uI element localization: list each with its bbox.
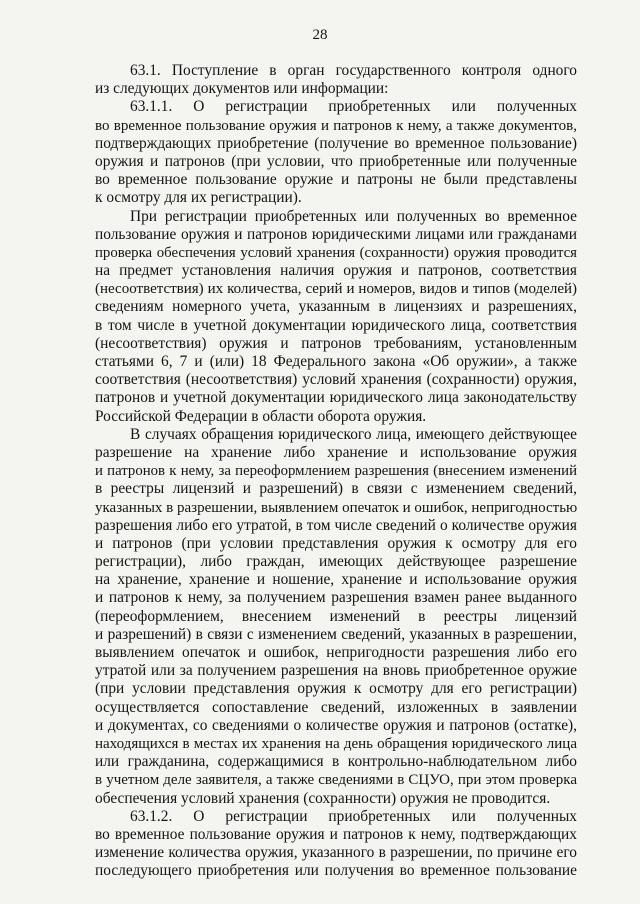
text-line: выявлением опечаток и ошибок, непригодности разрешения либо его	[95, 644, 577, 661]
text-line: во временное пользование оружия и патронов к нему, подтверждающих	[95, 825, 577, 843]
text-line: (переоформлением, внесением изменений в реестры лицензий	[95, 607, 577, 625]
text-line: сведениям номерного учета, указанным в лицензиях и разрешениях,	[95, 298, 577, 316]
text-line: разрешения либо его утратой, в том числе сведений о количестве оружия	[95, 516, 577, 534]
text-line: 63.1. Поступление в орган государственного контроля одного	[130, 62, 577, 79]
text-line: (несоответствия) их количества, серий и номеров, видов и типов (моделей)	[95, 281, 577, 298]
text-line: и патронов к нему, за переоформлением разрешения (внесением изменений	[95, 463, 577, 480]
text-line: оружия и патронов (при условии, что приобретенные или полученные	[95, 152, 577, 170]
text-line: проверка обеспечения условий хранения (сохранности) оружия проводится	[95, 244, 577, 261]
text-line: (при условии представления оружия к осмотру для его регистрации)	[95, 680, 577, 698]
text-line: к осмотру для их регистрации).	[95, 189, 302, 207]
text-line: во временное пользование оружия и патронов к нему, а также документов,	[95, 117, 577, 134]
text-line: в реестры лицензий и разрешений) в связи с изменением сведений,	[95, 480, 577, 498]
text-line: в том числе в учетной документации юридического лица, соответствия	[95, 316, 577, 334]
text-line: последующего приобретения или получения во временное пользование	[95, 862, 577, 880]
text-line: соответствия (несоответствия) условий хранения (сохранности) оружия,	[95, 371, 577, 389]
text-line: 63.1.2. О регистрации приобретенных или полученных	[130, 807, 577, 825]
text-line: в учетном деле заявителя, а также сведениями в СЦУО, при этом проверка	[95, 772, 577, 789]
text-line: (несоответствия) оружия и патронов требованиям, установленным	[95, 334, 577, 352]
text-line: и патронов (при условии представления оружия к осмотру для его	[95, 534, 577, 552]
text-line: статьями 6, 7 и (или) 18 Федерального закона «Об оружии», а также	[95, 353, 577, 370]
text-line: из следующих документов или информации:	[95, 80, 389, 98]
text-line: утратой или за получением разрешения на вновь приобретенное оружие	[95, 662, 577, 680]
text-line: 63.1.1. О регистрации приобретенных или полученных	[130, 98, 577, 116]
document-body	[95, 62, 577, 880]
text-line: указанных в разрешении, выявлением опечаток и ошибок, непригодностью	[95, 499, 578, 516]
text-line: пользование оружия и патронов юридическими лицами или гражданами	[95, 225, 577, 243]
text-line: Российской Федерации в области оборота оружия.	[95, 407, 427, 425]
text-line: и разрешений) в связи с изменением сведений, указанных в разрешении,	[95, 625, 577, 643]
text-line: осуществляется сопоставление сведений, изложенных в заявлении	[95, 698, 577, 716]
text-line: и патронов к нему, за получением разрешения взамен ранее выданного	[95, 589, 577, 607]
page-number: 28	[312, 27, 328, 43]
text-line: во временное пользование оружие и патроны не были представлены	[95, 171, 577, 189]
text-line: на предмет установления наличия оружия и патронов, соответствия	[95, 262, 577, 280]
text-line: При регистрации приобретенных или полученных во временное	[130, 207, 577, 225]
text-line: В случаях обращения юридического лица, имеющего действующее	[130, 425, 577, 443]
text-line: и документах, со сведениями о количестве оружия и патронов (остатке),	[95, 716, 577, 734]
text-line: изменение количества оружия, указанного в разрешении, по причине его	[95, 844, 577, 862]
text-line: патронов и учетной документации юридического лица законодательству	[95, 389, 577, 407]
text-line: обеспечения условий хранения (сохранности) оружия не проводится.	[95, 789, 551, 807]
text-line: или гражданина, содержащимися в контрольно-наблюдательном либо	[95, 753, 577, 771]
text-line: регистрации), либо граждан, имеющих действующее разрешение	[95, 553, 577, 571]
text-line: подтверждающих приобретение (получение во временное пользование)	[95, 134, 577, 152]
text-line: находящихся в местах их хранения на день обращения юридического лица	[95, 735, 577, 752]
text-line: разрешение на хранение либо хранение и использование оружия	[95, 443, 577, 461]
text-line: на хранение, хранение и ношение, хранение и использование оружия	[95, 571, 577, 589]
